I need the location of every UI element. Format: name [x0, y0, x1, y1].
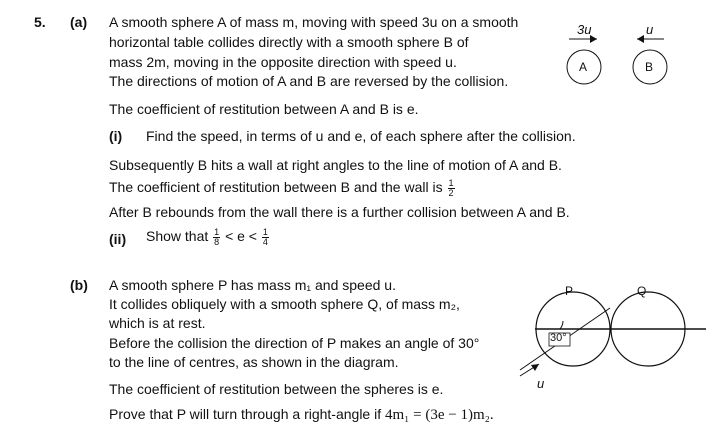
angle-arc	[560, 321, 563, 329]
inequality-middle: < e <	[225, 228, 257, 245]
subsequent-line-2-text: The coefficient of restitution between B and the wall is	[109, 179, 443, 196]
part-b-line-1: A smooth sphere P has mass m₁ and speed u.	[109, 277, 396, 293]
arrow-b-head	[637, 35, 644, 43]
part-a-i-label: (i)	[109, 128, 123, 144]
fraction-eighth-num: 1	[214, 227, 220, 237]
part-b-restitution: The coefficient of restitution between the spheres is e.	[109, 381, 444, 397]
fraction-quarter-den: 4	[262, 237, 268, 247]
speed-p-label: u	[537, 376, 545, 391]
fraction-eighth-den: 8	[214, 237, 220, 247]
subsequent-line-3: After B rebounds from the wall there is a further collision between A and B.	[109, 204, 570, 220]
part-a-line-2: horizontal table collides directly with a smooth sphere B of	[109, 34, 469, 50]
part-b-label: (b)	[70, 277, 88, 293]
part-a-restitution: The coefficient of restitution between A and B is e.	[109, 101, 419, 117]
prove-text: Prove that P will turn through a right-angle if	[109, 406, 382, 422]
part-a-i-text: Find the speed, in terms of u and e, of each sphere after the collision.	[146, 128, 576, 144]
show-that-text: Show that	[146, 228, 209, 245]
part-b-line-4: Before the collision the direction of P makes an angle of 30°	[109, 335, 480, 351]
part-b-line-5: to the line of centres, as shown in the diagram.	[109, 354, 399, 370]
sphere-a-label: A	[579, 60, 588, 74]
part-a-ii-label: (ii)	[109, 231, 127, 247]
sphere-q-label: Q	[637, 284, 647, 298]
speed-a-label: 3u	[577, 22, 592, 37]
part-b-line-3: which is at rest.	[109, 315, 206, 331]
subsequent-line-1: Subsequently B hits a wall at right angles to the line of motion of A and B.	[109, 157, 562, 173]
sphere-p-label: P	[565, 284, 574, 298]
part-a-line-4: The directions of motion of A and B are reversed by the collision.	[109, 73, 509, 89]
fraction-half-num: 1	[448, 178, 454, 188]
fraction-half-den: 2	[448, 188, 454, 198]
velocity-arrow-head	[531, 364, 539, 371]
part-a-line-3: mass 2m, moving in the opposite direction with speed u.	[109, 54, 457, 70]
part-a-label: (a)	[70, 14, 88, 30]
fraction-quarter-num: 1	[262, 227, 268, 237]
prove-equation: 4m₁ = (3e − 1)m₂.	[385, 407, 494, 423]
part-b-line-2: It collides obliquely with a smooth sphere Q, of mass m₂,	[109, 296, 460, 312]
part-a-line-1: A smooth sphere A of mass m, moving with speed 3u on a smooth	[109, 14, 519, 30]
angle-label: 30°	[550, 332, 567, 344]
speed-b-label: u	[646, 22, 654, 37]
question-number: 5.	[34, 14, 46, 30]
part-b-prove	[109, 406, 494, 424]
sphere-b-label: B	[645, 60, 654, 74]
